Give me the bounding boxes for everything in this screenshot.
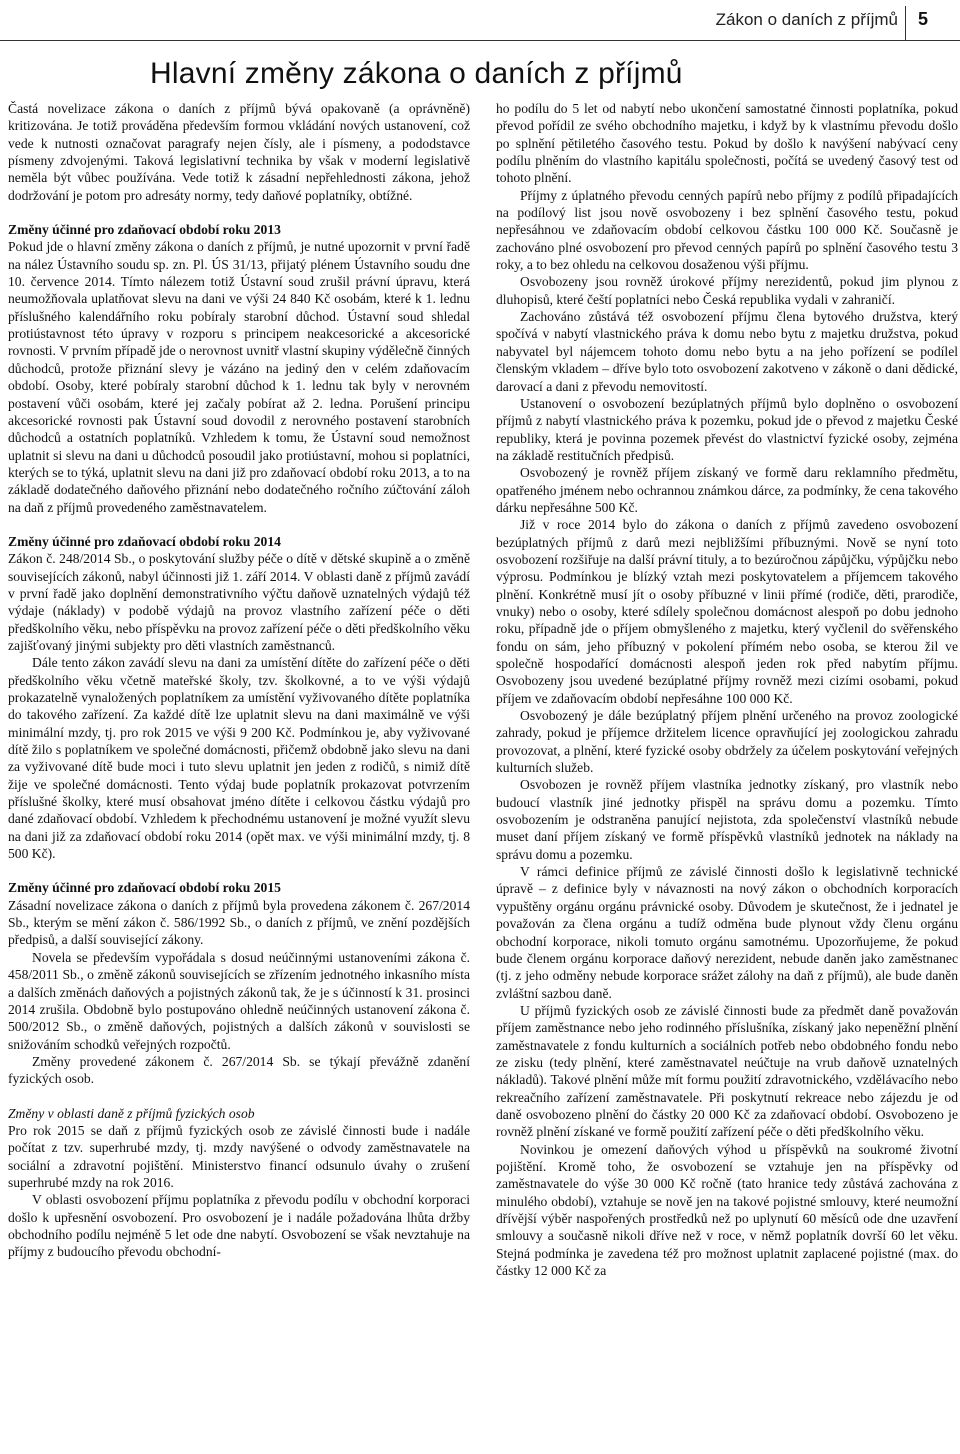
right-paragraph-10: V rámci definice příjmů ze závislé činnosti došlo k legislativně technické úpravě – z definice byly v návaznosti na nový zákon o obchodních korporacích vypuštěny orgánu orgánu právnické osoby. Důvodem je skutečnost, že i jednatel je považován za člena orgánu a tudíž odměna bude plynout vždy členu orgánu obchodní korporace, nikoli tomuto orgánu samotnému. Upozorňujeme, že pokud bude členem orgánu korporace daňový nerezident, nebude daněn jako zaměstnanec (tj. z jeho odměny nebude korporace srážet zálohy na daň z příjmů), ale bude daněn zvláštní sazbou daně.	[496, 864, 958, 1001]
page-number: 5	[918, 9, 929, 29]
subheading-fyzicke-osoby: Změny v oblasti daně z příjmů fyzických osob	[8, 1105, 255, 1121]
paragraph-2015-c: Změny provedené zákonem č. 267/2014 Sb. se týkají převážně zdanění fyzických osob.	[8, 1053, 470, 1087]
paragraph-2015-a: Zásadní novelizace zákona o daních z příjmů byla provedena zákonem č. 267/2014 Sb., kterým se mění zákon č. 586/1992 Sb., o daních z příjmů, ve znění pozdějších předpisů, a další související zákony.	[8, 897, 470, 948]
page-header	[0, 0, 960, 42]
right-paragraph-4: Zachováno zůstává též osvobození příjmu člena bytového družstva, který spočívá v nabytí vlastnického práva k domu nebo bytu z majetku družstva, pokud nabyvatel byl nájemcem tohoto domu nebo bytu a na jeho pořízení se podílel členským vkladem – dříve bylo toto osvobození zakotveno v zákoně o dani dědické, darovací a dani z převodu nemovitostí.	[496, 309, 958, 394]
right-paragraph-2: Příjmy z úplatného převodu cenných papírů nebo příjmy z podílů připadajících na podílový list jsou nově osvobozeny i bez splnění časového testu, pokud nepřesáhnou ve zdaňovacím období celkovou částku 100 000 Kč. Současně je zachováno plné osvobození pro převod cenných papírů po splnění časového testu 3 roky, a to bez ohledu na celkovou dosaženou výši příjmu.	[496, 187, 958, 273]
heading-2015: Změny účinné pro zdaňovací období roku 2015	[8, 880, 281, 896]
header-rule	[0, 40, 960, 41]
paragraph-2014-b: Dále tento zákon zavádí slevu na dani za umístění dítěte do zařízení péče o děti předškolního věku včetně mateřské školy, tzv. školkovné, a to ve výši výdajů prokazatelně vynaložených poplatníkem za umístění vyživovaného dítěte poplatníka do takového zařízení. Za každé dítě lze uplatnit slevu na dani maximálně ve výši minimální mzdy, tj. pro rok 2015 ve výši 9 200 Kč. Podmínkou je, aby vyživované dítě žilo s poplatníkem ve společné domácnosti, přičemž obdobně jako slevu na dani za vyživované dítě bude moci i tuto slevu uplatnit jen jeden z rodičů, s nimiž dítě žije ve společné domácnosti. Tento výdaj bude poplatník prokazovat potvrzením příslušné školky, které musí obsahovat jméno dítěte i celkovou částku výdajů pro dané zdaňovací období. Vzhledem k přechodnému ustanovení je možné využít slevu na dani již za zdaňovací období roku 2014 (opět max. ve výši minimální mzdy, tj. 8 500 Kč).	[8, 655, 470, 862]
paragraph-2015-b: Novela se především vypořádala s dosud neúčinnými ustanoveními zákona č. 458/2011 Sb., o změně zákonů souvisejících se zřízením jednotného inkasního místa a dalších změnách daňových a pojistných zákonů tak, že je s účinností k 31. prosinci 2014 zrušila. Obdobně bylo postupováno ohledně neúčinných ustanovení zákona č. 500/2012 Sb., o změně daňových, pojistných a dalších zákonů v souvislosti se snižováním schodků veřejných rozpočtů.	[8, 949, 470, 1052]
heading-2013: Změny účinné pro zdaňovací období roku 2013	[8, 222, 281, 238]
right-paragraph-12: Novinkou je omezení daňových výhod u příspěvků na soukromé životní pojištění. Kromě toho, že osvobození se vztahuje jen na příspěvky od zaměstnavatele do výše 30 000 Kč ročně (tato hranice tedy zůstává zachována z minulého období), vztahuje se nově jen na takové pojistné smlouvy, které neumožní dřívější výběr naspořených prostředků než po uplynutí 60 měsíců ode dne uzavření smlouvy a současně nikoli dříve než v roce, v němž poplatník dovrší 60 let věku. Stejná podmínka je zavedena též pro možnost uplatnit zaplacené pojistné (max. do částky 12 000 Kč za	[496, 1141, 958, 1279]
article-title: Hlavní změny zákona o daních z příjmů	[150, 57, 683, 90]
left-column	[8, 100, 470, 1261]
paragraph-2014-a: Zákon č. 248/2014 Sb., o poskytování služby péče o dítě v dětské skupině a o změně souvisejících zákonů, nabyl účinnosti již 1. září 2014. V oblasti daně z příjmů zavádí v první řadě jako doplnění demonstrativního výčtu daňově uznatelných výdajů též výdaje (náklady) v podobě výdajů na provoz vlastního zařízení péče o děti předškolního věku, nebo příspěvku na provoz zařízení péče o děti předškolního věku zajišťovaný jinými subjekty pro děti vlastních zaměstnanců.	[8, 551, 470, 653]
right-paragraph-5: Ustanovení o osvobození bezúplatných příjmů bylo doplněno o osvobození příjmů z nabytí vlastnického práva k pozemku, pokud jde o převod z majetku České republiky, která je povinna pozemek převést do vlastnictví fyzické osoby, zejména na základě restitučních předpisů.	[496, 395, 958, 463]
right-paragraph-7: Již v roce 2014 bylo do zákona o daních z příjmů zavedeno osvobození bezúplatných příjmů z darů mezi nejbližšími příbuznými. Nově se nyní toto osvobození rozšiřuje na další právní tituly, a to bezúročnou zápůjčku, výpůjčku nebo výprosu. Podmínkou je blízký vztah mezi poskytovatelem a příjemcem takového plnění. Konkrétně musí jít o osoby příbuzné v linii přímé (rodiče, děti, prarodiče, vnuky) nebo o osoby, které sdílely společnou domácnost alespoň po dobu jednoho roku, případně jde o příjem obmyšleného z majetku, který vyčlenil do svěřenského fondu on sám, jeho příbuzný v pokolení přímém nebo osoba, se kterou žil ve společně hospodařící domácnosti alespoň jeden rok před nabytím příjmu. Osvobozeny jsou uvedené bezúplatné příjmy rovněž mezi cizími osobami, pokud příjem ve zdaňovacím období nepřesáhne 100 000 Kč.	[496, 517, 958, 706]
heading-2014: Změny účinné pro zdaňovací období roku 2014	[8, 533, 281, 549]
right-paragraph-3: Osvobozeny jsou rovněž úrokové příjmy nerezidentů, pokud jim plynou z dluhopisů, které čeští poplatníci nebo Česká republika vydali v zahraničí.	[496, 274, 958, 307]
right-paragraph-1: ho podílu do 5 let od nabytí nebo ukončení samostatné činnosti poplatníka, pokud převod pořídil ze svého obchodního majetku, i když by k vlastnímu převodu došlo po splnění pětiletého časového testu. Pokud by došlo k navýšení nabývací ceny podílu plněním do vlastního kapitálu společnosti, počítá se uvedený časový test od tohoto plnění.	[496, 101, 958, 186]
paragraph-2015-d: Pro rok 2015 se daň z příjmů fyzických osob ze závislé činnosti bude i nadále počítat z tzv. superhrubé mzdy, tj. mzdy navýšené o odvody zaměstnavatele na sociální a zdravotní pojištění. Ministerstvo financí odsunulo úvahy o zrušení superhrubé mzdy na rok 2016.	[8, 1122, 470, 1190]
intro-paragraph: Častá novelizace zákona o daních z příjmů bývá opakovaně (a oprávněně) kritizována. Je totiž prováděna především formou vkládání nových ustanovení, což vede k nutnosti označovat paragrafy nejen čísly, ale i písmeny, a pododstavce písmeny zdvojenými. Taková legislativní technika by však v moderní legislativě neměla být vůbec používána. Vede totiž k zásadní nepřehlednosti zákona, jehož dodržování je potom pro adresáty normy, tedy daňové poplatníky, obtížné.	[8, 101, 470, 203]
header-separator	[905, 6, 906, 41]
right-paragraph-11: U příjmů fyzických osob ze závislé činnosti bude za předmět daně považován příjem zaměstnance nebo jeho rodinného příslušníka, získaný jako nepeněžní plnění zaměstnavatele z fondu kulturních a sociálních potřeb nebo obdobného fondu nebo ze zisku (tedy plnění, které zaměstnavatel neúčtuje na vrub daňově uznatelných nákladů). Takové plnění může mít formu použití zdravotnického, vzdělávacího nebo rekreačního zařízení zaměstnavatele. Při poskytnutí rekreace nebo zájezdu je od daně osvobozeno plnění do částky 20 000 Kč za zdaňovací období. Osvobozeno je rovněž plnění získané ve formě použití zařízení péče o děti předškolního věku.	[496, 1002, 958, 1140]
right-paragraph-6: Osvobozený je rovněž příjem získaný ve formě daru reklamního předmětu, opatřeného jménem nebo ochrannou známkou dárce, za podmínky, že cena takového dárku nepřesáhne 500 Kč.	[496, 465, 958, 515]
paragraph-2015-e: V oblasti osvobození příjmu poplatníka z převodu podílu v obchodní korporaci došlo k upřesnění osvobození. Pro osvobození je i nadále požadována lhůta držby obchodního podílu nejméně 5 let ode dne nabytí. Osvobození se však nevztahuje na příjmy z budoucího převodu obchodní-	[8, 1192, 470, 1260]
running-header-title: Zákon o daních z příjmů	[715, 10, 898, 29]
right-column	[496, 100, 958, 1279]
right-paragraph-9: Osvobozen je rovněž příjem vlastníka jednotky získaný, pro vlastník nebo budoucí vlastník jiné jednotky přispěl na správu domu a pozemku. Tímto osvobozením je odstraněna panující nejistota, zda společenství vlastníků nebude muset daní příjem získaný ve formě příspěvků vlastníků jednotek na náklady na správu domu a pozemku.	[496, 777, 958, 862]
paragraph-2013: Pokud jde o hlavní změny zákona o daních z příjmů, je nutné upozornit v první řadě na nález Ústavního soudu sp. zn. Pl. ÚS 31/13, přijatý plénem Ústavního soudu dne 10. července 2014. Tímto nálezem totiž Ústavní soud zrušil právní úpravu, která neumožňovala uplatňovat slevu na dani ve výši 24 840 Kč osobám, které k 1. lednu příslušného kalendářního roku pobíraly starobní důchod. Ústavní soud shledal protiústavnost této úpravy v rozporu s principem neakcesorické a akcesorické rovnosti. V prvním případě jde o nerovnost uvnitř vlastní skupiny výdělečně činných důchodců, protože přiznání slevy je vázáno na jediný den v celém zdaňovacím období. Osoby, které pobíraly starobní důchod k 1. lednu tak byly v nerovném postavení vůči osobám, které jej začaly pobírat až 2. ledna. Porušení principu akcesorické rovnosti pak Ústavní soud dovodil z nerovného postavení starobních důchodců a ostatních poplatníků. Vzhledem k tomu, že Ústavní soud nemožnost uplatnit si slevu na dani u důchodců posoudil jako protiústavní, mohou si poplatníci, kterých se to týká, uplatnit slevu na dani již pro zdaňovací období roku 2013, a to na základě dodatečného daňového přiznání nebo dodatečného ročního zúčtování záloh na daň z příjmů provedeného zaměstnavatelem.	[8, 239, 470, 515]
right-paragraph-8: Osvobozený je dále bezúplatný příjem plnění určeného na provoz zoologické zahrady, pokud je příjemce držitelem licence opravňující jej zoologickou zahradu provozovat, a plnění, které fyzické osoby obdržely za účelem poskytování veřejných kulturních služeb.	[496, 708, 958, 776]
